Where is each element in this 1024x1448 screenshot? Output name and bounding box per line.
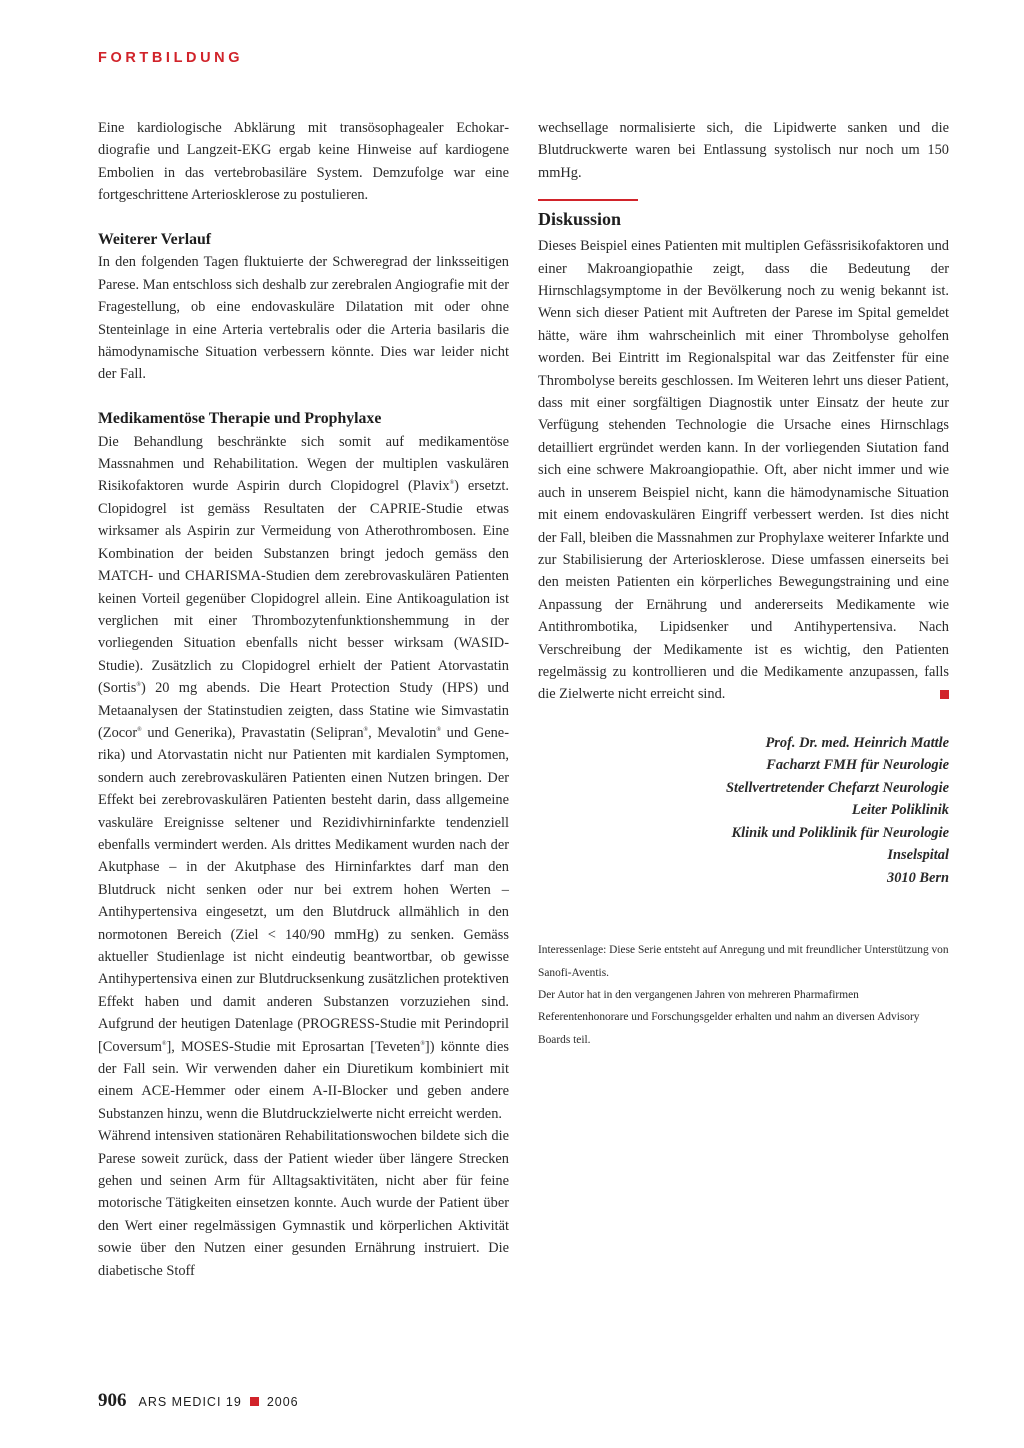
text-run: ) 20 mg abends. Die Heart Protection Study (HPS) und Metaanalysen der Statinstudien zeigten, dass Statine wie Simvastatin (Zocor [98, 680, 509, 741]
text-run: und Generika), Pravastatin (Selipran [141, 724, 364, 741]
page-footer [98, 1390, 299, 1412]
text-run: Dieses Beispiel eines Patienten mit multiplen Gefässrisikofaktoren und einer Makroangiopathie zeigt, dass die Bedeutung der Hirnschlagsymptome in der Bevölkerung noch zu wenig bekannt ist. Wenn sich dieser Patient mit Auftreten der Parese im Spital gemeldet hätte, wäre ihm wahrscheinlich mit einer Thrombolyse geholfen worden. Bei Eintritt im Regionalspital war das Zeitfenster für eine Thrombolyse bereits geschlossen. Im Weiteren lehrt uns dieser Patient, dass mit einer sorgfältigen Diagnostik unter Einsatz der heute zur Verfügung stehenden Technologie die Ursache eines Hirnschlags detailliert ergründet werden kann. In der vorliegenden Siutation fand sich eine schwere Makroangiopathie. Oft, aber nicht immer und wie auch in unserem Beispiel nicht, kann die hämodynamische Situation mit einem endovaskulären Eingriff verbessert werden. Ist dies nicht der Fall, bleiben die Massnahmen zur Prophylaxe weiterer Infarkte und zur Stabilisierung der Arteriosklerose. Diese umfassen einerseits bei den meisten Patienten ein körperliches Bewegungstraining und eine Anpassung der Ernährung und andererseits Medikamente wie Antithrombotika, Lipidsenker und Antihypertensiva. Nach Verschreibung der Medikamente ist es wichtig, den Patienten regelmässig zu kontrollieren und die Medikamente anzupassen, falls die Zielwerte nicht erreicht sind. [538, 238, 949, 703]
author-name: Prof. Dr. med. Heinrich Mattle [765, 734, 949, 751]
author-title: Facharzt FMH für Neurologie [766, 757, 949, 774]
author-city: 3010 Bern [887, 869, 949, 886]
disclosure-note [538, 939, 949, 1051]
registered-mark: ® [436, 726, 442, 733]
author-position: Stellvertretender Chefarzt Neurologie [725, 779, 949, 796]
author-block [538, 732, 949, 890]
registered-mark: ® [449, 480, 455, 487]
end-of-article-mark [940, 690, 949, 699]
paragraph-continuation: wechsellage normalisierte sich, die Lipidwerte sanken und die Blutdruckwerte waren bei Entlassung systolisch nur noch um 150 mmHg. [538, 120, 949, 181]
footer-separator-square [250, 1397, 259, 1406]
registered-mark: ® [161, 1040, 167, 1047]
heading-diskussion: Diskussion [538, 209, 622, 230]
section-label: FORTBILDUNG [98, 50, 244, 66]
registered-mark: ® [420, 1040, 425, 1047]
paragraph-verlauf: In den folgenden Tagen fluktuierte der Schweregrad der linksseitigen Parese. Man entschloss sich deshalb zur zerebralen Angiografie mit der Fragestellung, ob eine endovaskuläre Dilatation mit oder ohne Stenteinlage in eine Arteria vertebralis oder die Arteria basilaris die hämodynamische Situation verbessern könnte. Dies war leider nicht der Fall. [98, 254, 509, 383]
registered-mark: ® [137, 726, 142, 733]
heading-weiterer-verlauf: Weiterer Verlauf [98, 231, 212, 249]
disclosure-interests: Interessenlage: Diese Serie entsteht auf Anregung und mit freundlicher Unterstützung von Sanofi-Aventis. [538, 944, 949, 979]
right-column [538, 117, 949, 1051]
heading-accent-rule [538, 199, 638, 201]
paragraph-therapie [98, 431, 509, 1126]
text-run: ]) könnte dies der Fall sein. Wir verwenden daher ein Diuretikum kombiniert mit einem ACE-Hemmer oder einem A-II-Blocker und geben andere Substanzen hinzu, wenn die Blutdruckzielwerte nicht erreicht werden. [98, 1038, 509, 1122]
text-run: ) ersetzt. Clopidogrel ist gemäss Resultaten der CAPRIE-Studie etwas wirksamer als Aspirin zur Vermeidung von Atherothrombosen. Eine Kombination der beiden Substanzen bringt jedoch gemäss den MATCH- und CHARISMA-Studien dem zerebrovaskulären Patienten keinen Vorteil gegenüber Clopidogrel allein. Eine Antikoagulation ist verglichen mit einer Thrombozytenfunktionshemmung in der vorliegenden Situation ebenfalls nicht besser wirksam (WASID-Studie). Zusätzlich zu Clopidogrel erhielt der Patient Atorvastatin (Sortis [98, 478, 509, 697]
journal-name: ARS MEDICI 19 [138, 1395, 242, 1409]
heading-therapie: Medikamentöse Therapie und Prophylaxe [98, 410, 382, 428]
text-run: , Mevalotin [368, 724, 437, 741]
text-run: Die Behandlung beschränkte sich somit auf medikamentöse Massnahmen und Rehabilitation. Wegen der multiplen vaskulären Risikofaktoren wurde Aspirin durch Clopidogrel (Plavix [98, 433, 509, 495]
paragraph-diskussion [538, 235, 949, 706]
paragraph-echo: Eine kardiologische Abklärung mit transösophagealer Echokardiografie und Langzeit-EKG ergab keine Hinweise auf kardiogene Embolien in das vertebrobasiläre System. Demzufolge war eine fortgeschrittene Arteriosklerose zu postulieren. [98, 120, 509, 204]
disclosure-author: Der Autor hat in den vergangenen Jahren von mehreren Pharmafirmen Referentenhonorare und Forschungsgelder erhalten und nahm an diversen Advisory Boards teil. [538, 989, 920, 1046]
registered-mark: ® [363, 726, 369, 733]
spacer [98, 207, 509, 229]
spacer [98, 386, 509, 408]
author-department: Klinik und Poliklinik für Neurologie [731, 824, 949, 841]
text-run: und Generika) und Atorvastatin nicht nur Patienten mit kardialen Symptomen, sondern auch zerebrovaskulären Patienten einen Nutzen bringen. Der Effekt bei zerebrovaskulären Patienten besteht darin, dass allgemeine vaskuläre Ereignisse seltener und Rezidivhirninfarkte tendenziell ebenfalls vermindert werden. Als drittes Medikament wurden nach der Akutphase – in der Akutphase des Hirninfarktes darf man den Blutdruck nicht senken oder nur bei extrem hohen Werten – Antihypertensiva eingesetzt, um den Blutdruck allmählich in den normotonen Bereich (Ziel < 140/90 mmHg) zu senken. Gemäss aktueller Studienlage ist nicht eindeutig beantwortbar, ob gewisse Antihypertensiva einen zur Blutdrucksenkung zusätzlichen protektiven Effekt haben und damit anderen Substanzen vorzuziehen sind. Aufgrund der heutigen Datenlage (PROGRESS-Studie mit Perindopril [Coversum [98, 724, 509, 1055]
registered-mark: ® [136, 682, 141, 689]
paragraph-rehabilitation: Während intensiven stationären Rehabilitationswochen bildete sich die Parese soweit zurück, dass der Patient wieder über längere Strecken gehen und seinen Arm für Alltagsaktivitäten, nicht aber für feine motorische Tätigkeiten einsetzen konnte. Auch wurde der Patient über den Wert einer regelmässigen Gymnastik und körperlichen Aktivität sowie über den Nutzen einer gesunden Ernährung instruiert. Die diabetische Stoff [98, 1128, 509, 1279]
journal-year: 2006 [266, 1395, 299, 1409]
author-institution: Inselspital [887, 847, 949, 864]
page-number: 906 [98, 1390, 127, 1411]
author-role: Leiter Poliklinik [851, 802, 949, 819]
left-column [98, 117, 509, 1282]
text-run: ], MOSES-Studie mit Eprosartan [Teveten [166, 1038, 421, 1055]
